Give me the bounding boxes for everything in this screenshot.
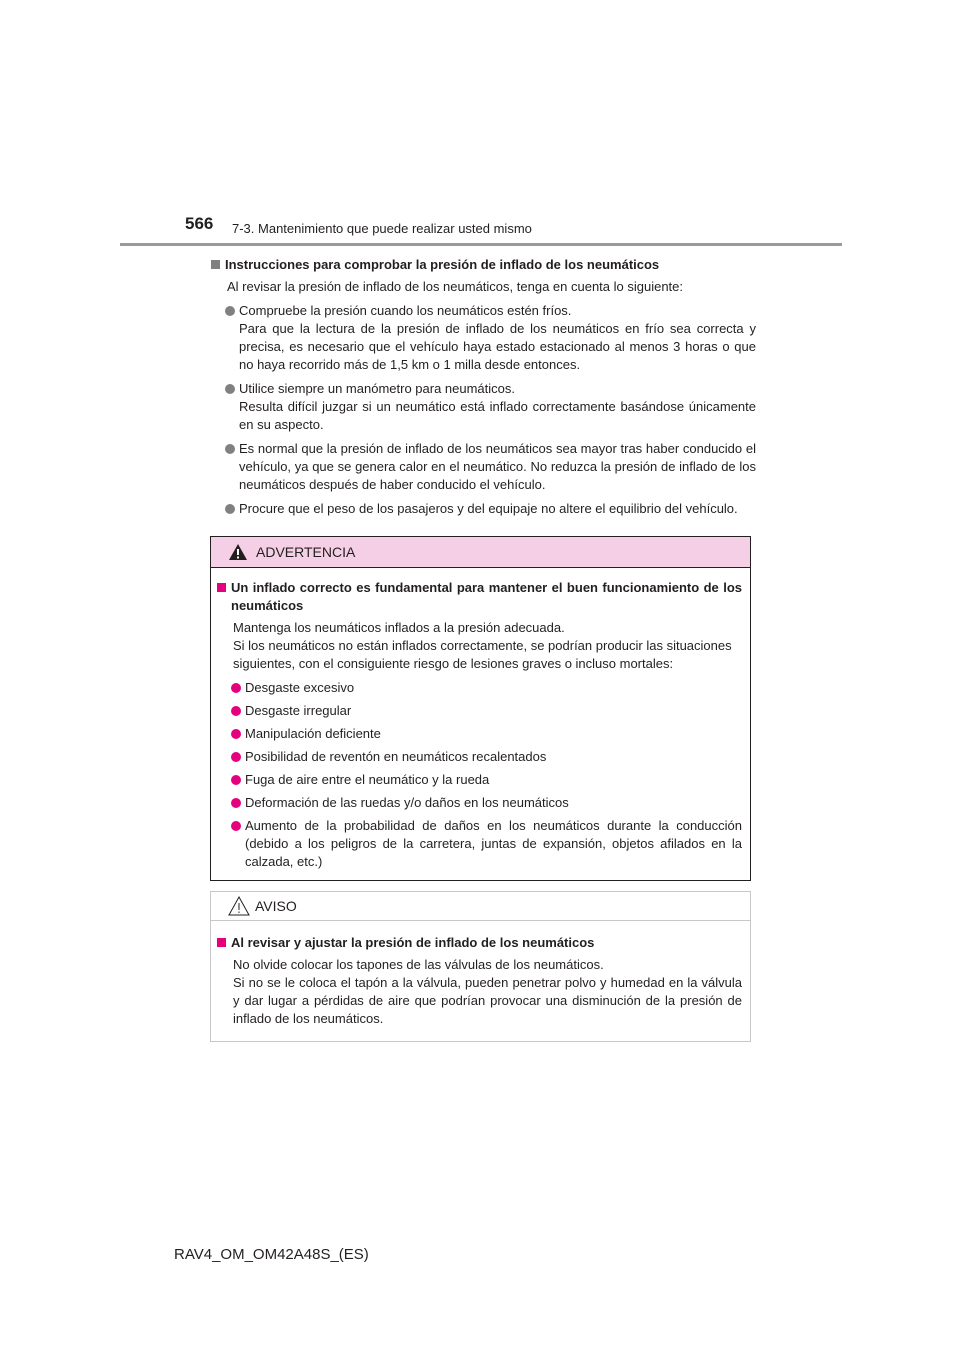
notice-header bbox=[211, 892, 750, 921]
list-item: Procure que el peso de los pasajeros y del equipaje no altere el equilibrio del vehículo. bbox=[211, 500, 756, 518]
square-bullet-icon bbox=[211, 260, 220, 269]
warning-item: Desgaste irregular bbox=[217, 702, 742, 720]
round-bullet-icon bbox=[231, 798, 241, 808]
page-number: 566 bbox=[185, 214, 214, 233]
notice-heading: Al revisar y ajustar la presión de inflado de los neumáticos bbox=[217, 934, 742, 952]
warning-item: Desgaste excesivo bbox=[217, 679, 742, 697]
round-bullet-icon bbox=[231, 752, 241, 762]
round-bullet-icon bbox=[225, 504, 235, 514]
notice-text: Si no se le coloca el tapón a la válvula, pueden penetrar polvo y humedad en la válvula y dar lugar a pérdidas de aire que podrían provocar una disminución de la presión de inflado de los neumáticos. bbox=[233, 975, 742, 1026]
list-item: Es normal que la presión de inflado de los neumáticos sea mayor tras haber conducido el vehículo, ya que se genera calor en el neumático. No reduzca la presión de inflado de los neumáticos después de haber conducido el vehículo. bbox=[211, 440, 756, 494]
warning-title: ADVERTENCIA bbox=[256, 544, 356, 560]
warning-triangle-icon bbox=[228, 543, 248, 561]
round-bullet-icon bbox=[225, 306, 235, 316]
warning-body bbox=[211, 568, 750, 871]
warning-box bbox=[210, 536, 751, 881]
main-content bbox=[211, 256, 756, 524]
section-title: 7-3. Mantenimiento que puede realizar usted mismo bbox=[232, 221, 532, 236]
section-heading: Instrucciones para comprobar la presión de inflado de los neumáticos bbox=[211, 256, 756, 274]
round-bullet-icon bbox=[231, 729, 241, 739]
warning-item: Fuga de aire entre el neumático y la rueda bbox=[217, 771, 742, 789]
warning-text: Si los neumáticos no están inflados correctamente, se podrían producir las situaciones siguientes, con el consiguiente riesgo de lesiones graves o incluso mortales: bbox=[233, 638, 732, 671]
warning-heading: Un inflado correcto es fundamental para mantener el buen funcionamiento de los neumáticos bbox=[217, 579, 742, 615]
warning-text: Mantenga los neumáticos inflados a la presión adecuada. bbox=[233, 620, 565, 635]
list-item: Utilice siempre un manómetro para neumáticos. Resulta difícil juzgar si un neumático está inflado correctamente basándose únicamente en su aspecto. bbox=[211, 380, 756, 434]
notice-box bbox=[210, 891, 751, 1042]
notice-text: No olvide colocar los tapones de las válvulas de los neumáticos. bbox=[233, 957, 604, 972]
header-divider bbox=[120, 243, 842, 246]
round-bullet-icon bbox=[225, 444, 235, 454]
notice-body bbox=[211, 921, 750, 1028]
intro-text: Al revisar la presión de inflado de los neumáticos, tenga en cuenta lo siguiente: bbox=[227, 279, 684, 294]
caution-triangle-icon bbox=[228, 896, 250, 916]
warning-item: Deformación de las ruedas y/o daños en los neumáticos bbox=[217, 794, 742, 812]
round-bullet-icon bbox=[231, 775, 241, 785]
list-item: Compruebe la presión cuando los neumáticos estén fríos. Para que la lectura de la presión de inflado de los neumáticos en frío sea correcta y precisa, es necesario que el vehículo haya estado estacionado al menos 3 horas o que no haya recorrido más de 1,5 km o 1 milla desde entonces. bbox=[211, 302, 756, 374]
round-bullet-icon bbox=[231, 706, 241, 716]
round-bullet-icon bbox=[231, 683, 241, 693]
square-bullet-icon bbox=[217, 583, 226, 592]
warning-header bbox=[211, 537, 750, 568]
round-bullet-icon bbox=[231, 821, 241, 831]
warning-item: Aumento de la probabilidad de daños en los neumáticos durante la conducción (debido a los peligros de la carretera, juntas de expansión, objetos afilados en la calzada, etc.) bbox=[217, 817, 742, 871]
notice-title: AVISO bbox=[255, 898, 297, 914]
square-bullet-icon bbox=[217, 938, 226, 947]
warning-item: Manipulación deficiente bbox=[217, 725, 742, 743]
document-code: RAV4_OM_OM42A48S_(ES) bbox=[174, 1246, 369, 1263]
warning-item: Posibilidad de reventón en neumáticos recalentados bbox=[217, 748, 742, 766]
round-bullet-icon bbox=[225, 384, 235, 394]
